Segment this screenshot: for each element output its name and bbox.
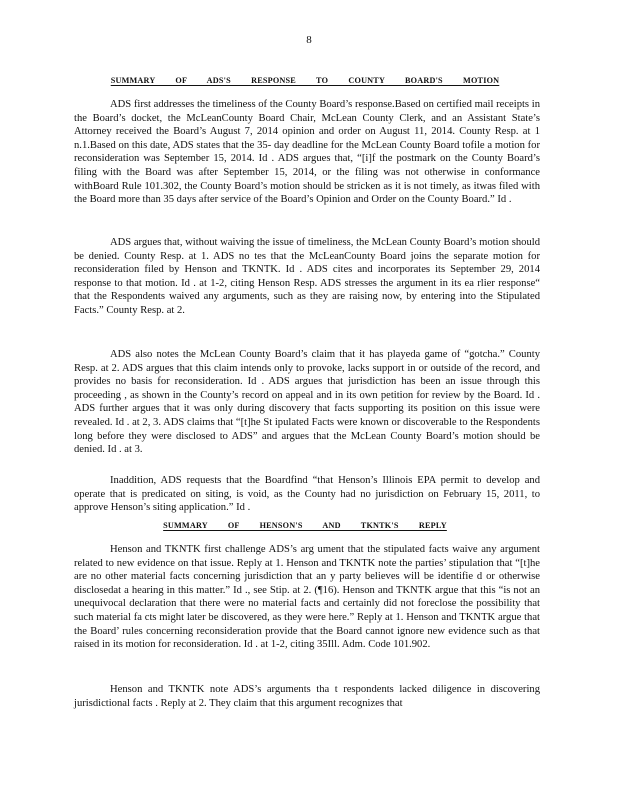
- paragraph-henson-diligence: Henson and TKNTK note ADS’s arguments tha t respondents lacked diligence in discovering jurisdictional facts . Reply at 2. They claim that this argument recognizes that: [74, 684, 540, 709]
- paragraph-ads-request: Inaddition, ADS requests that the Boardfind “that Henson’s Illinois EPA permit to develop and operate that is predicated on siting, is void, as the County had no jurisdiction on February 15, 2011, to approve Henson’s siting application.” Id .: [74, 475, 540, 514]
- section-heading-ads-response: SUMMARY OF ADS'S RESPONSE TO COUNTY BOARD'S MOTION: [110, 76, 500, 85]
- section-heading-henson-reply: SUMMARY OF HENSON'S AND TKNTK'S REPLY: [163, 521, 447, 530]
- paragraph-ads-timeliness: ADS first addresses the timeliness of the County Board’s response.Based on certified mail receipts in the Board’s docket, the McLeanCounty Board Chair, McLean County Clerk, and an Assistant State’s Attorney received the Board’s August 7, 2014 opinion and order on August 11, 2014. County Resp. at 1 n.1.Based on this date, ADS states that the 35- day deadline for the McLean County Board tofile a motion for reconsideration was September 15, 2014. Id . ADS argues that, “[i]f the postmark on the County Board’s filing with the Board was after September 15, 2014, or the filing was not otherwise in conformance withBoard Rule 101.302, the County Board’s motion should be stricken as it is not timely, as itwas filed with the Board more than 35 days after service of the Board’s Opinion and Order on the County Board.” Id .: [74, 99, 540, 206]
- paragraph-henson-challenge: Henson and TKNTK first challenge ADS’s arg ument that the stipulated facts waive any argument related to new evidence on that issue. Reply at 1. Henson and TKNTK note the parties’ stipulation that “[t]he are no other material facts concerning jurisdiction that an y party believes will be identifie d or otherwise disclosedat a hearing in this matter.” Id ., see Stip. at 2. (¶16). Henson and TKNTK argue that this “is not an unequivocal declaration that there were no material facts and certainly did not foreclose the possibility that such material fa cts might later be discovered, as they were here.” Reply at 1. Henson and TKNTK argue that the Board’ rules concerning reconsideration provide that the Board cannot ignore new evidence such as that raised in its motion for reconsideration. Id . at 1-2, citing 35Ill. Adm. Code 101.902.: [74, 544, 540, 651]
- page-number: 8: [306, 34, 312, 46]
- paragraph-ads-gotcha: ADS also notes the McLean County Board’s claim that it has playeda game of “gotcha.” County Resp. at 2. ADS argues that this claim intends only to provoke, lacks support in or outside of the record, and provides no basis for reconsideration. Id . ADS argues that jurisdiction has been an issue through this proceeding , as shown in the County’s record on appeal and in its own petition for review by the Board. Id . ADS further argues that it was only during discovery that facts supporting its position on this issue were revealed. Id . at 2, 3. ADS claims that “[t]he St ipulated Facts were known or discoverable to the Respondents long before they were disclosed to ADS” and argues that the McLean County Board’s motion should be denied. Id . at 3.: [74, 349, 540, 456]
- paragraph-ads-denial: ADS argues that, without waiving the issue of timeliness, the McLean County Board’s motion should be denied. County Resp. at 1. ADS no tes that the McLeanCounty Board joins the separate motion for reconsideration filed by Henson and TKNTK. Id . ADS cites and incorporates its September 29, 2014 response to that motion. Id . at 1-2, citing Henson Resp. ADS stresses the argument in its ea rlier response“ that the Respondents waived any arguments, such as they are raising now, by entering into the Stipulated Facts.” County Resp. at 2.: [74, 237, 540, 316]
